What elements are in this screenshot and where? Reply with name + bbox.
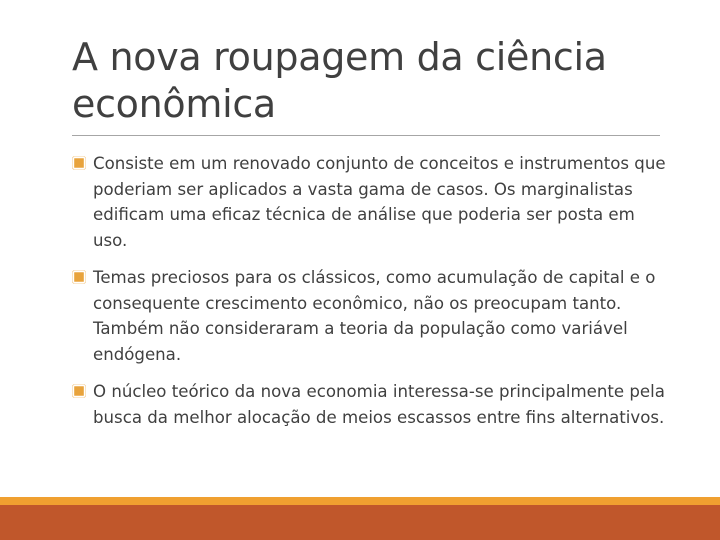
slide-title — [72, 34, 672, 128]
bullet-text-3: O núcleo teórico da nova economia interessa-se principalmente pela busca da melhor alocação de meios escassos entre fins alternativos. — [93, 382, 665, 427]
bullet-text-1: Consiste em um renovado conjunto de conceitos e instrumentos que poderiam ser aplicados a vasta gama de casos. Os marginalistas edificam uma eficaz técnica de análise que poderia ser posta em uso. — [93, 154, 666, 250]
checkbox-square-icon — [72, 270, 86, 284]
footer-accent-stripe — [0, 497, 720, 505]
bullet-item-1 — [72, 151, 672, 253]
checkbox-square-icon — [72, 156, 86, 170]
slide-title-line-2: econômica — [72, 82, 276, 126]
bullet-list — [72, 151, 672, 442]
footer-band — [0, 505, 720, 540]
title-divider — [72, 135, 660, 136]
checkbox-square-icon — [72, 384, 86, 398]
bullet-item-3 — [72, 379, 672, 430]
bullet-item-2 — [72, 265, 672, 367]
bullet-text-2: Temas preciosos para os clássicos, como acumulação de capital e o consequente crescimento econômico, não os preocupam tanto. Também não consideraram a teoria da população como variável endógena. — [93, 268, 656, 364]
slide-title-line-1: A nova roupagem da ciência — [72, 35, 607, 79]
